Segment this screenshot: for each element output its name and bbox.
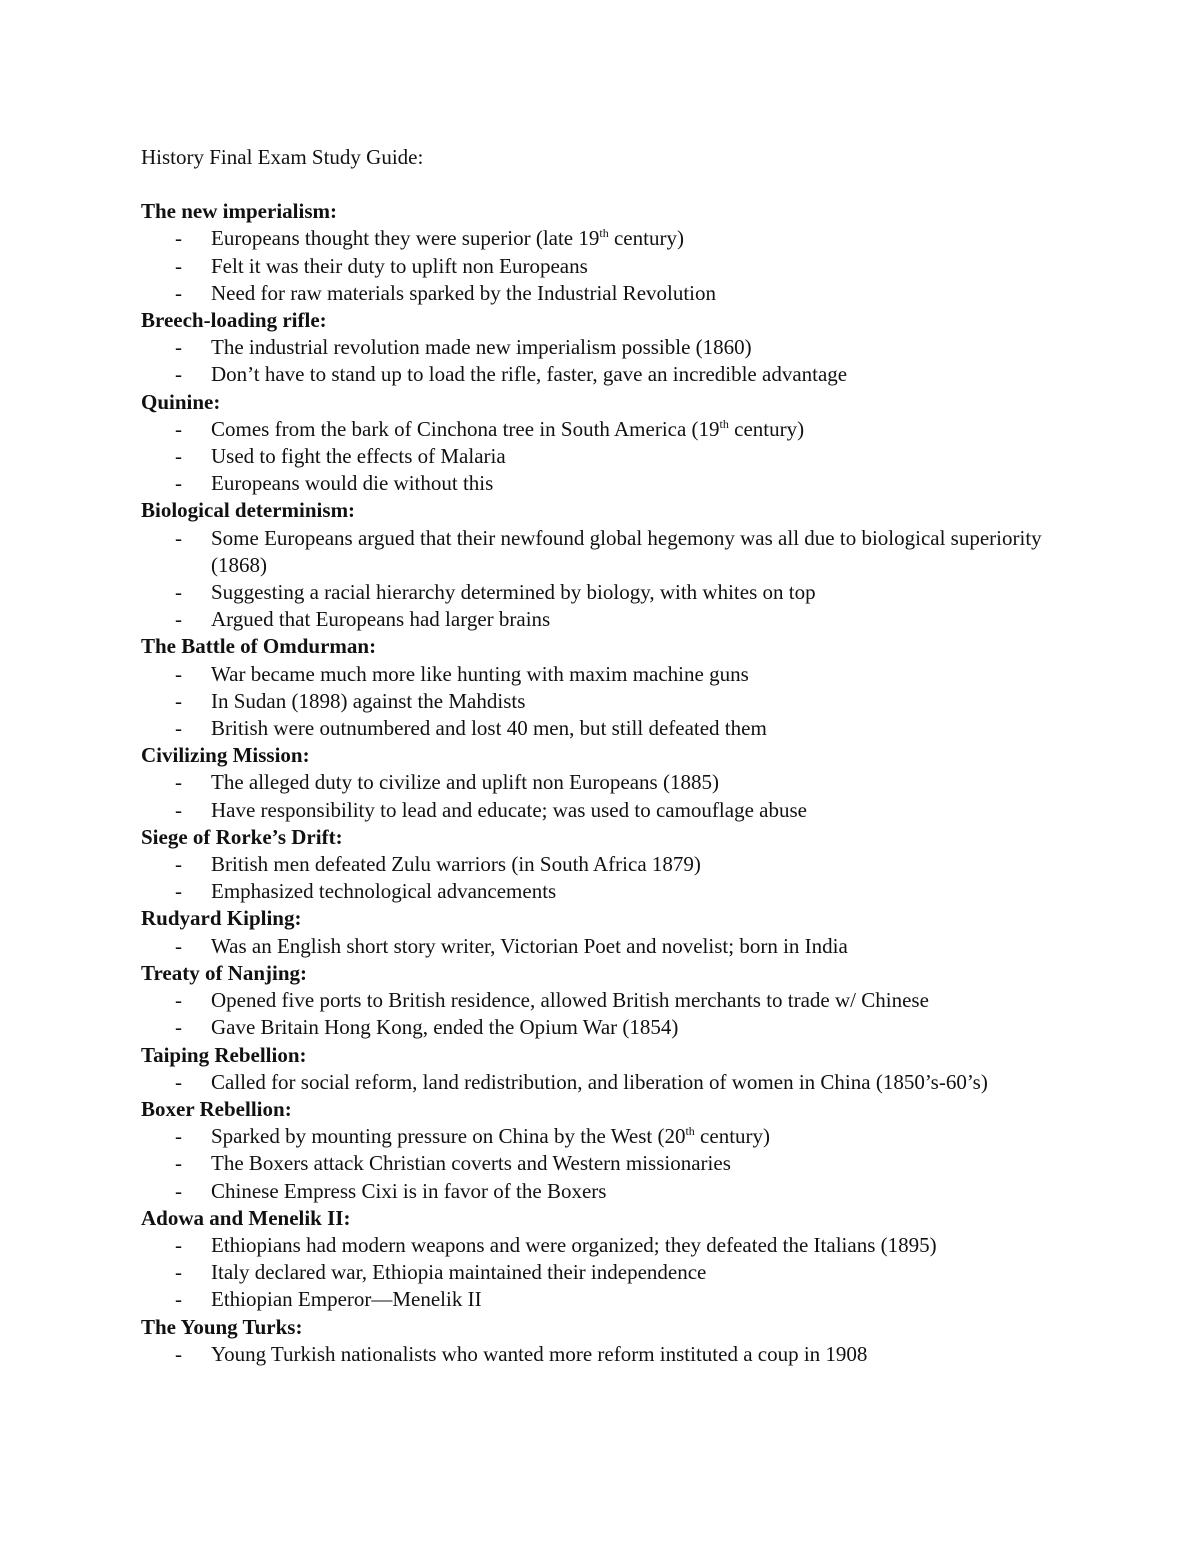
section-heading: Taiping Rebellion: — [141, 1042, 307, 1067]
bullet-text-main: Emphasized technological advancements — [211, 879, 557, 904]
bullet-text-main: Argued that Europeans had larger brains — [211, 607, 551, 632]
bullet-text — [211, 607, 550, 631]
bullet-item — [141, 987, 1061, 1014]
bullet-text-main: Used to fight the effects of Malaria — [211, 444, 506, 469]
bullet-item — [141, 606, 1061, 633]
bullet-list — [141, 334, 1061, 388]
section-heading: Treaty of Nanjing: — [141, 960, 308, 985]
bullet-item — [141, 1069, 1061, 1096]
study-section — [141, 389, 1061, 498]
bullet-item — [141, 280, 1061, 307]
bullet-dash: - — [175, 335, 182, 360]
bullet-text — [211, 1233, 937, 1257]
study-section — [141, 905, 1061, 959]
bullet-dash: - — [175, 716, 182, 741]
bullet-list — [141, 525, 1061, 634]
bullet-list — [141, 225, 1061, 307]
bullet-dash: - — [175, 226, 182, 251]
document-body — [141, 144, 1061, 1368]
bullet-text-main: The Boxers attack Christian coverts and Western missionaries — [211, 1151, 731, 1176]
bullet-text-main: Have responsibility to lead and educate; was used to camouflage abuse — [211, 797, 807, 822]
bullet-list — [141, 1341, 1061, 1368]
bullet-dash: - — [175, 416, 182, 441]
bullet-text-main: Felt it was their duty to uplift non Europeans — [211, 253, 588, 278]
bullet-text-main: Don’t have to stand up to load the rifle, faster, gave an incredible advantage — [211, 362, 848, 387]
bullet-list — [141, 416, 1061, 498]
bullet-dash: - — [175, 1069, 182, 1094]
bullet-dash: - — [175, 988, 182, 1013]
bullet-dash: - — [175, 852, 182, 877]
bullet-text — [211, 444, 506, 468]
bullet-text — [211, 335, 752, 359]
bullet-text — [211, 1015, 678, 1039]
study-section — [141, 1314, 1061, 1368]
bullet-dash: - — [175, 253, 182, 278]
study-section — [141, 633, 1061, 742]
bullet-text-main: Some Europeans argued that their newfound global hegemony was all due to biological superiority (1868) — [211, 525, 1042, 577]
bullet-text-main: The alleged duty to civilize and uplift non Europeans (1885) — [211, 770, 719, 795]
bullet-item — [141, 661, 1061, 688]
section-heading: Quinine: — [141, 389, 221, 414]
document-title: History Final Exam Study Guide: — [141, 145, 424, 169]
bullet-dash: - — [175, 471, 182, 496]
bullet-dash: - — [175, 1178, 182, 1203]
bullet-text-main: Suggesting a racial hierarchy determined by biology, with whites on top — [211, 580, 816, 605]
bullet-text — [211, 852, 701, 876]
bullet-item — [141, 1232, 1061, 1259]
bullet-item — [141, 1014, 1061, 1041]
bullet-item — [141, 361, 1061, 388]
bullet-item — [141, 525, 1061, 579]
bullet-list — [141, 851, 1061, 905]
bullet-text-main: The industrial revolution made new imperialism possible (1860) — [211, 335, 752, 360]
bullet-text — [211, 879, 556, 903]
bullet-item — [141, 579, 1061, 606]
bullet-text-main: Sparked by mounting pressure on China by the West (20 — [211, 1124, 686, 1149]
bullet-item — [141, 443, 1061, 470]
bullet-text-main: Italy declared war, Ethiopia maintained their independence — [211, 1260, 707, 1285]
ordinal-superscript: th — [599, 226, 609, 241]
study-section — [141, 307, 1061, 389]
bullet-text — [211, 1260, 706, 1284]
bullet-item — [141, 933, 1061, 960]
section-heading: Boxer Rebellion: — [141, 1096, 292, 1121]
bullet-text-after: century) — [728, 416, 805, 441]
bullet-text-main: In Sudan (1898) against the Mahdists — [211, 688, 526, 713]
bullet-item — [141, 797, 1061, 824]
bullet-text — [211, 471, 493, 495]
bullet-item — [141, 1341, 1061, 1368]
bullet-text-main: Young Turkish nationalists who wanted more reform instituted a coup in 1908 — [211, 1341, 868, 1366]
bullet-item — [141, 1259, 1061, 1286]
bullet-item — [141, 470, 1061, 497]
bullet-item — [141, 1286, 1061, 1313]
bullet-dash: - — [175, 607, 182, 632]
bullet-text — [211, 254, 588, 278]
bullet-text — [211, 281, 716, 305]
bullet-dash: - — [175, 1015, 182, 1040]
study-section — [141, 1205, 1061, 1314]
section-heading: Rudyard Kipling: — [141, 906, 302, 931]
bullet-item — [141, 769, 1061, 796]
study-section — [141, 497, 1061, 633]
bullet-text — [211, 362, 847, 386]
bullet-dash: - — [175, 1124, 182, 1149]
bullet-text — [211, 1287, 482, 1311]
bullet-list — [141, 769, 1061, 823]
bullet-dash: - — [175, 1232, 182, 1257]
bullet-text — [211, 770, 719, 794]
ordinal-superscript: th — [685, 1124, 695, 1139]
bullet-text — [211, 1342, 867, 1366]
bullet-list — [141, 1069, 1061, 1096]
bullet-dash: - — [175, 525, 182, 550]
bullet-list — [141, 661, 1061, 743]
bullet-text — [211, 662, 749, 686]
bullet-text — [211, 226, 684, 250]
bullet-text-main: Need for raw materials sparked by the Industrial Revolution — [211, 280, 717, 305]
bullet-text — [211, 798, 807, 822]
bullet-item — [141, 1123, 1061, 1150]
bullet-text — [211, 934, 848, 958]
section-heading: Civilizing Mission: — [141, 743, 310, 768]
bullet-item — [141, 688, 1061, 715]
bullet-text — [211, 1070, 988, 1094]
bullet-list — [141, 1123, 1061, 1205]
bullet-item — [141, 715, 1061, 742]
bullet-dash: - — [175, 1151, 182, 1176]
section-heading: The new imperialism: — [141, 199, 337, 224]
bullet-text-main: Chinese Empress Cixi is in favor of the Boxers — [211, 1178, 607, 1203]
bullet-list — [141, 933, 1061, 960]
bullet-dash: - — [175, 1260, 182, 1285]
bullet-item — [141, 416, 1061, 443]
bullet-dash: - — [175, 280, 182, 305]
ordinal-superscript: th — [719, 416, 729, 431]
bullet-item — [141, 878, 1061, 905]
bullet-dash: - — [175, 879, 182, 904]
bullet-text — [211, 1151, 731, 1175]
bullet-dash: - — [175, 1287, 182, 1312]
bullet-text-main: British men defeated Zulu warriors (in South Africa 1879) — [211, 852, 701, 877]
bullet-text — [211, 526, 1042, 577]
study-section — [141, 198, 1061, 307]
bullet-text-main: Ethiopians had modern weapons and were organized; they defeated the Italians (1895) — [211, 1232, 937, 1257]
bullet-list — [141, 987, 1061, 1041]
study-section — [141, 742, 1061, 824]
bullet-text — [211, 1124, 770, 1148]
bullet-item — [141, 1150, 1061, 1177]
bullet-text — [211, 417, 804, 441]
study-section — [141, 824, 1061, 906]
study-section — [141, 960, 1061, 1042]
bullet-text-main: Was an English short story writer, Victorian Poet and novelist; born in India — [211, 933, 848, 958]
bullet-dash: - — [175, 688, 182, 713]
section-heading: Adowa and Menelik II: — [141, 1205, 351, 1230]
bullet-item — [141, 334, 1061, 361]
bullet-text-after: century) — [608, 226, 684, 251]
bullet-dash: - — [175, 362, 182, 387]
section-heading: Breech-loading rifle: — [141, 308, 327, 333]
bullet-text-main: British were outnumbered and lost 40 men, but still defeated them — [211, 716, 767, 741]
bullet-text-main: Called for social reform, land redistribution, and liberation of women in China (1850’s-60’s) — [211, 1069, 988, 1094]
section-heading: The Battle of Omdurman: — [141, 634, 377, 659]
bullet-dash: - — [175, 797, 182, 822]
bullet-text-main: War became much more like hunting with maxim machine guns — [211, 661, 749, 686]
section-heading: Biological determinism: — [141, 498, 356, 523]
bullet-text-main: Gave Britain Hong Kong, ended the Opium War (1854) — [211, 1015, 679, 1040]
bullet-dash: - — [175, 661, 182, 686]
bullet-text-main: Ethiopian Emperor—Menelik II — [211, 1287, 482, 1312]
bullet-text-main: Europeans would die without this — [211, 471, 494, 496]
bullet-text-main: Comes from the bark of Cinchona tree in South America (19 — [211, 416, 720, 441]
bullet-item — [141, 1178, 1061, 1205]
study-section — [141, 1042, 1061, 1096]
section-list — [141, 198, 1061, 1368]
bullet-item — [141, 225, 1061, 252]
bullet-dash: - — [175, 933, 182, 958]
bullet-dash: - — [175, 444, 182, 469]
bullet-dash: - — [175, 770, 182, 795]
bullet-text — [211, 1179, 606, 1203]
study-section — [141, 1096, 1061, 1205]
bullet-item — [141, 253, 1061, 280]
bullet-text — [211, 988, 929, 1012]
bullet-text-main: Opened five ports to British residence, allowed British merchants to trade w/ Chinese — [211, 988, 929, 1013]
bullet-text — [211, 716, 767, 740]
bullet-text-after: century) — [694, 1124, 771, 1149]
bullet-dash: - — [175, 1341, 182, 1366]
section-heading: The Young Turks: — [141, 1314, 303, 1339]
bullet-text-main: Europeans thought they were superior (late 19 — [211, 226, 600, 251]
section-heading: Siege of Rorke’s Drift: — [141, 824, 343, 849]
bullet-text — [211, 689, 525, 713]
bullet-text — [211, 580, 816, 604]
bullet-list — [141, 1232, 1061, 1314]
bullet-item — [141, 851, 1061, 878]
bullet-dash: - — [175, 580, 182, 605]
